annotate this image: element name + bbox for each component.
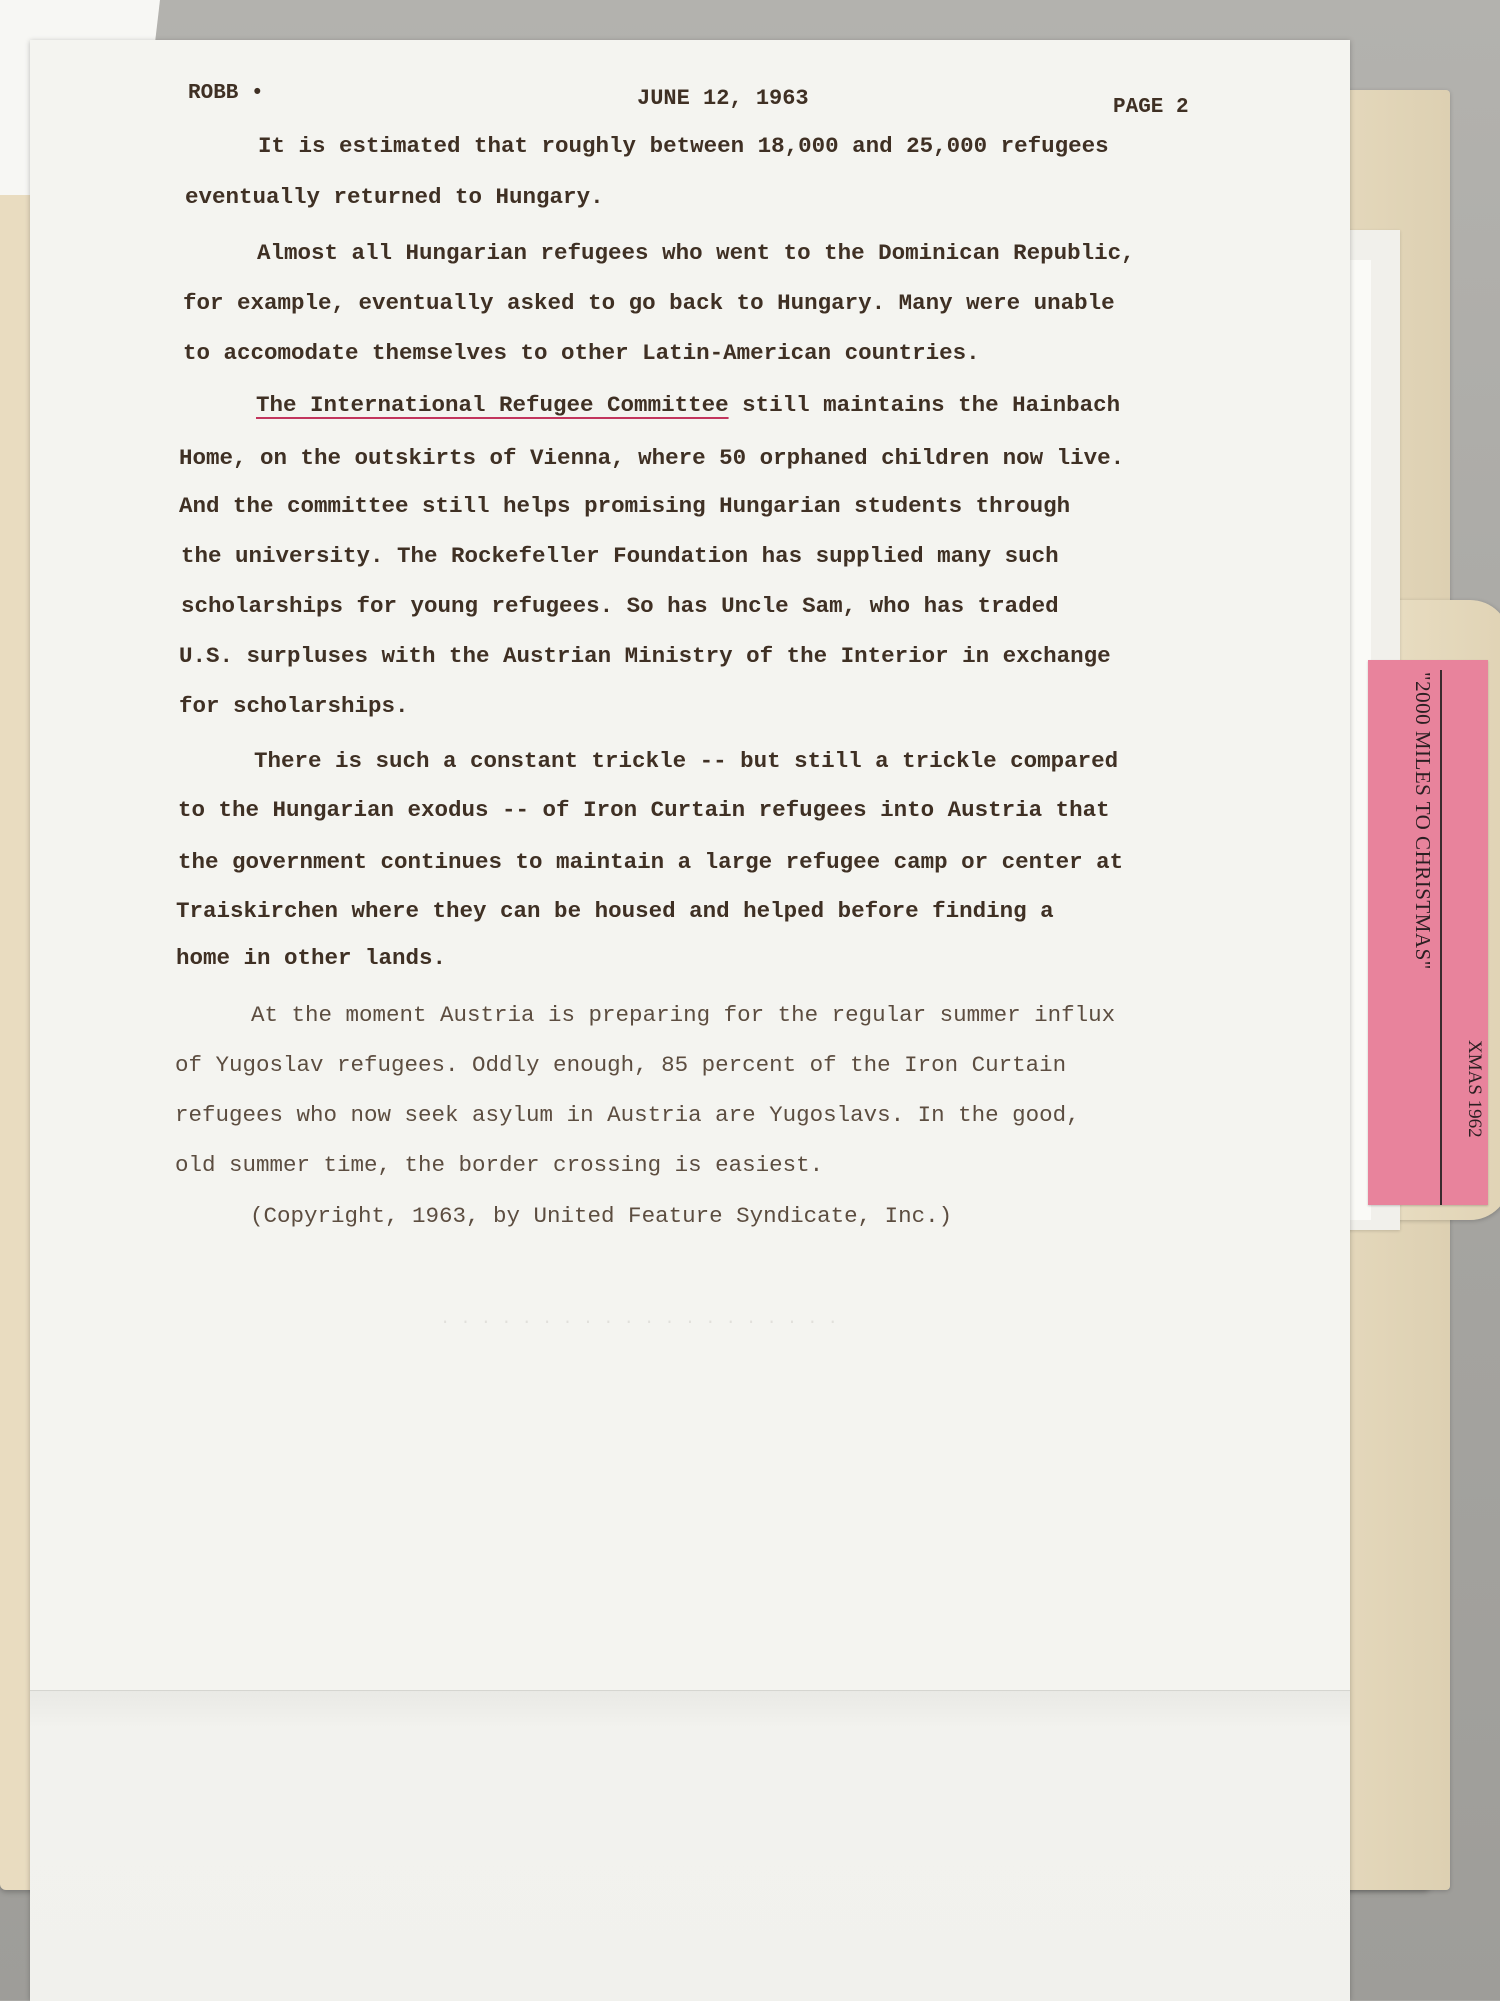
text-line: U.S. surpluses with the Austrian Ministry of the Interior in exchange xyxy=(179,643,1111,669)
text-line: Home, on the outskirts of Vienna, where 50 orphaned children now live. xyxy=(179,445,1125,471)
underlined-committee-name: The International Refugee Committee xyxy=(256,392,729,418)
text-line: Almost all Hungarian refugees who went to the Dominican Republic, xyxy=(257,240,1135,266)
text-line: old summer time, the border crossing is easiest. xyxy=(175,1152,824,1178)
text-line: for scholarships. xyxy=(179,693,409,719)
text-line: the government continues to maintain a large refugee camp or center at xyxy=(178,849,1124,875)
text-line: Traiskirchen where they can be housed and helped before finding a xyxy=(176,898,1054,924)
page-fold xyxy=(30,1690,1350,2001)
text-line: home in other lands. xyxy=(176,945,447,971)
text-line: It is estimated that roughly between 18,000 and 25,000 refugees xyxy=(258,133,1109,159)
text-line: the university. The Rockefeller Foundation has supplied many such xyxy=(181,543,1059,569)
header-date: JUNE 12, 1963 xyxy=(637,86,809,111)
text-line-rest: still maintains the Hainbach xyxy=(742,392,1121,418)
text-line: At the moment Austria is preparing for the regular summer influx xyxy=(251,1002,1116,1028)
text-line: There is such a constant trickle -- but still a trickle compared xyxy=(254,748,1119,774)
text-line: refugees who now seek asylum in Austria are Yugoslavs. In the good, xyxy=(175,1102,1080,1128)
text-line: And the committee still helps promising Hungarian students through xyxy=(179,493,1071,519)
copyright-line: (Copyright, 1963, by United Feature Syndicate, Inc.) xyxy=(250,1203,953,1229)
folder-label-rule xyxy=(1440,670,1442,1205)
folder-label-tag: XMAS 1962 xyxy=(1464,1040,1485,1138)
header-page-number: PAGE 2 xyxy=(1113,96,1189,119)
folder-label-title: "2000 MILES TO CHRISTMAS" xyxy=(1411,672,1435,970)
text-line: for example, eventually asked to go back to Hungary. Many were unable xyxy=(183,290,1115,316)
text-line-underlined-start xyxy=(256,392,1120,418)
text-line: scholarships for young refugees. So has Uncle Sam, who has traded xyxy=(181,593,1059,619)
text-line: to the Hungarian exodus -- of Iron Curtain refugees into Austria that xyxy=(178,797,1110,823)
bleed-through-text: . . . . . . . . . . . . . . . . . . . . xyxy=(440,1310,838,1329)
text-line: of Yugoslav refugees. Oddly enough, 85 percent of the Iron Curtain xyxy=(175,1052,1067,1078)
header-author: ROBB • xyxy=(188,82,264,105)
text-line: eventually returned to Hungary. xyxy=(185,184,604,210)
text-line: to accomodate themselves to other Latin-American countries. xyxy=(183,340,980,366)
